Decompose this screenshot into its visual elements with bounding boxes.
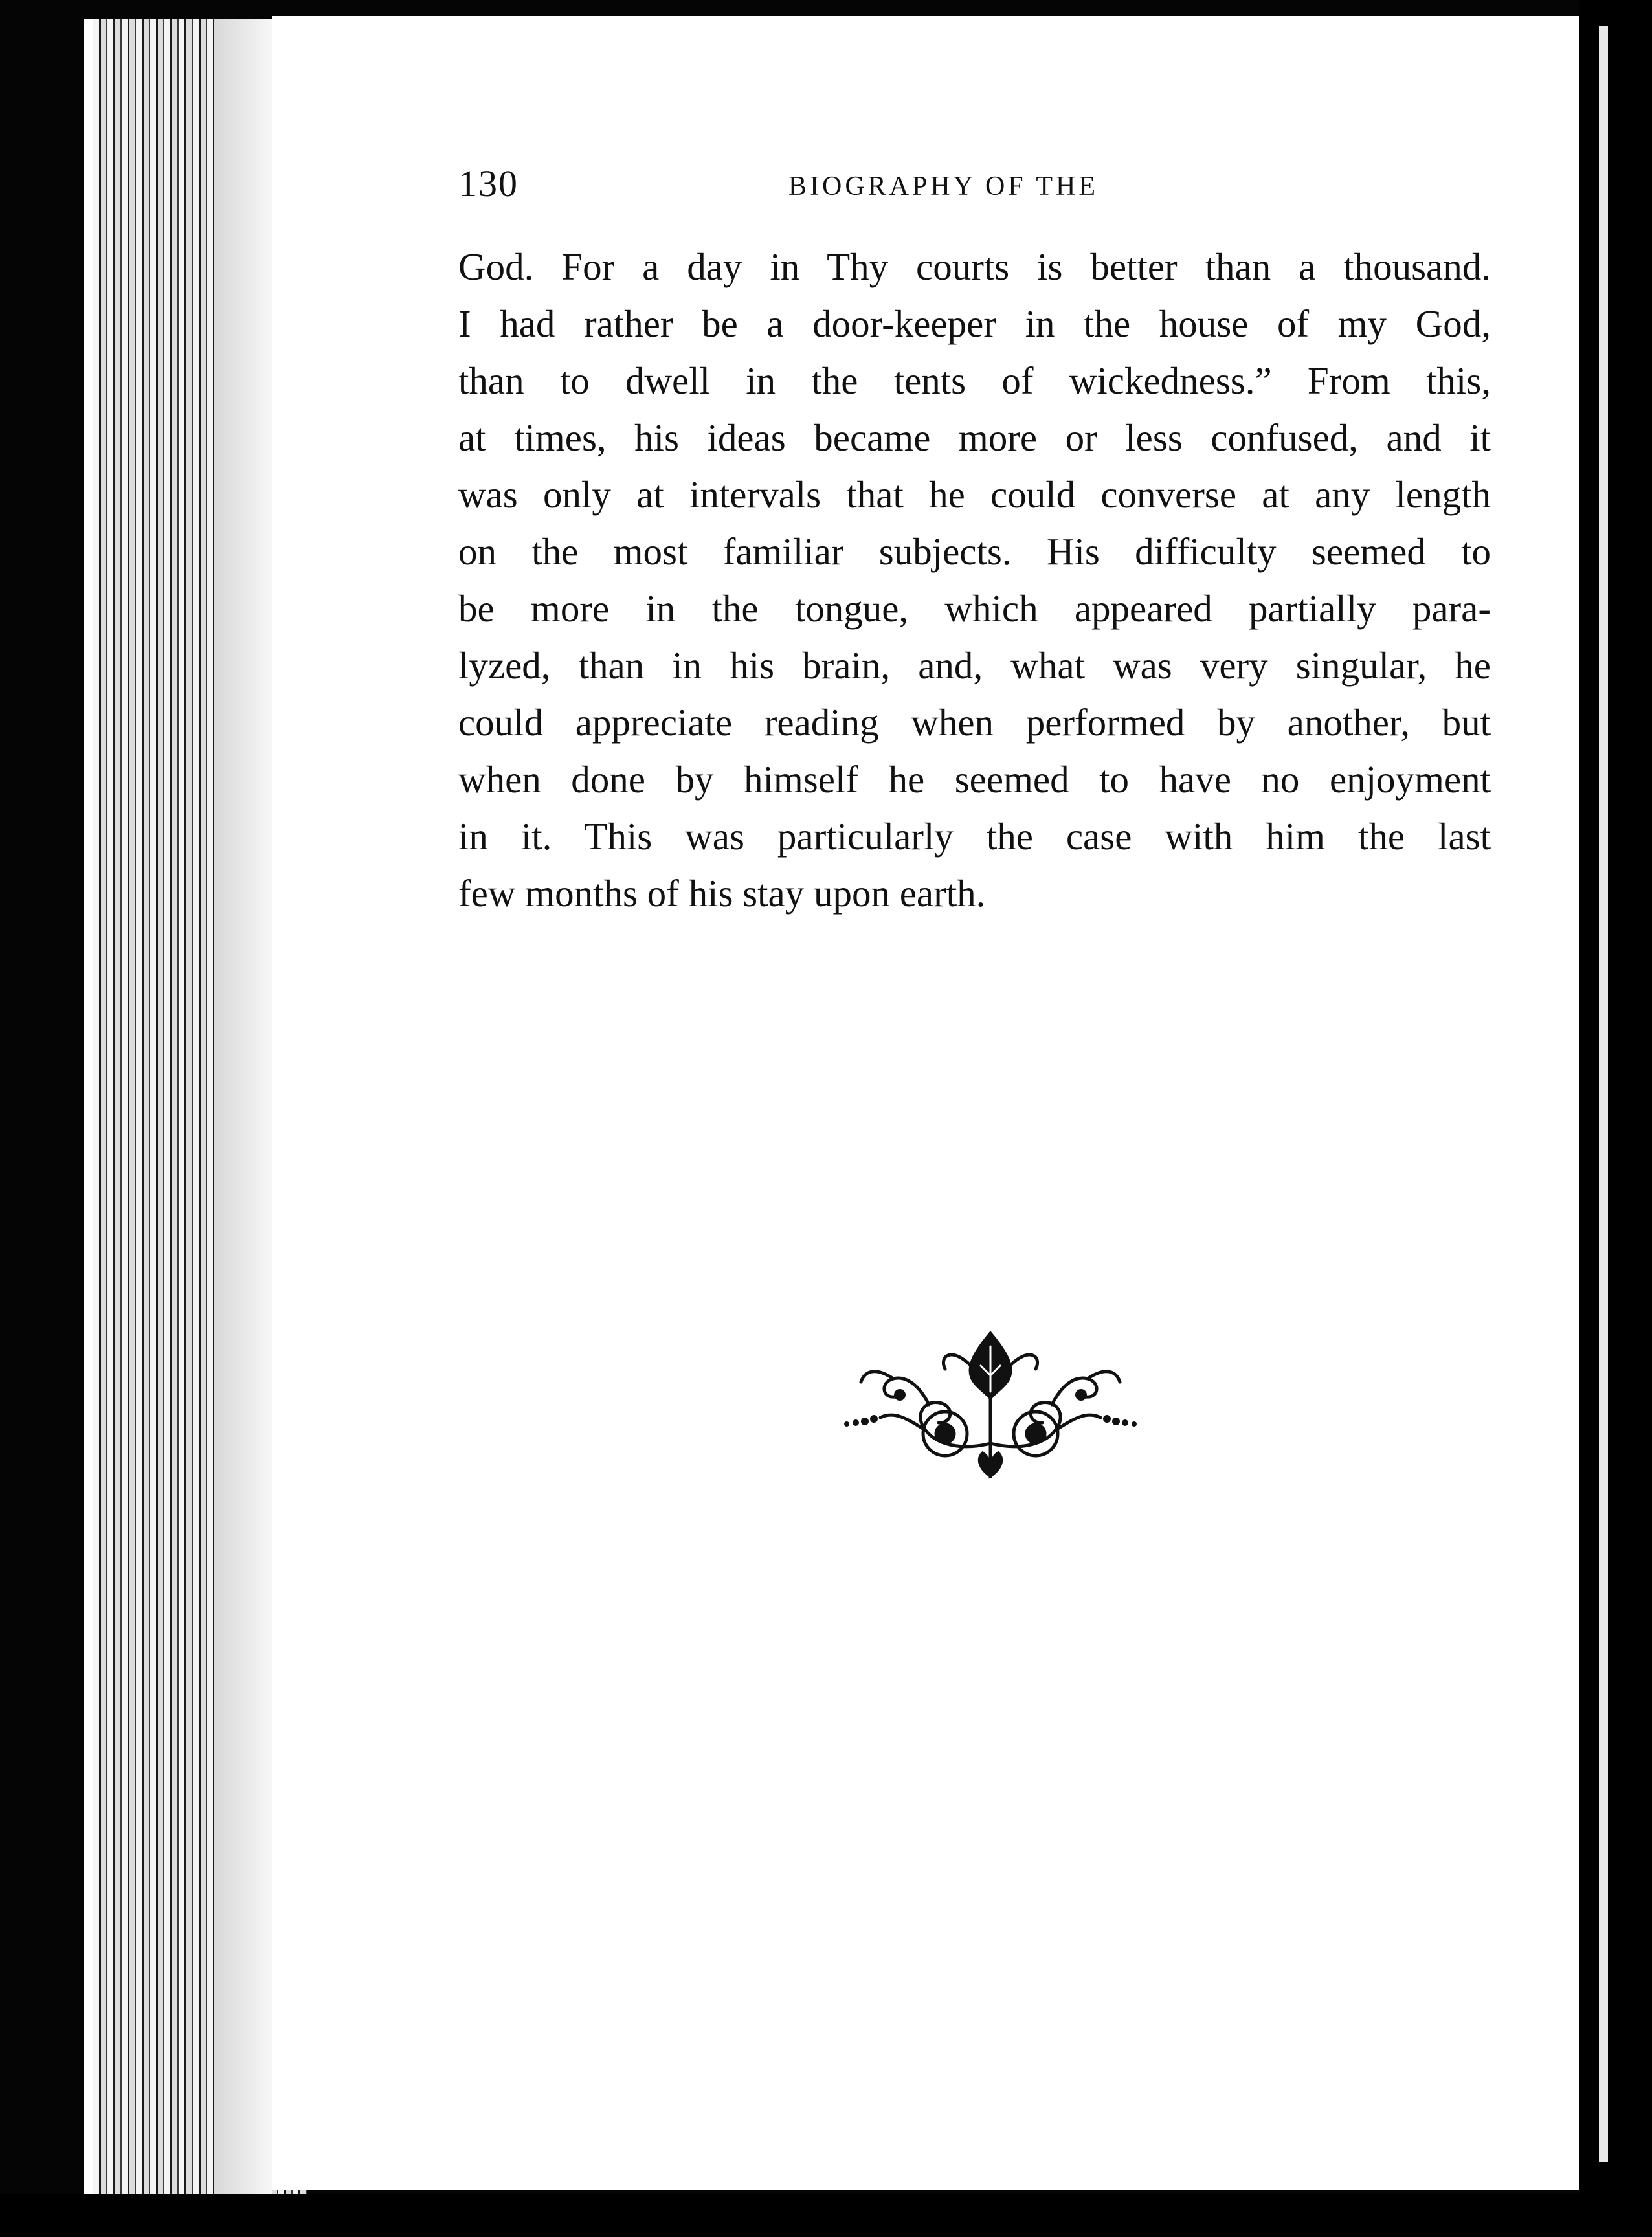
text-line: I had rather be a door-keeper in the house of my God, <box>458 302 1491 345</box>
right-binding <box>1579 0 1652 2237</box>
bottom-scan-edge <box>0 2194 1652 2237</box>
text-line: few months of his stay upon earth. <box>458 872 986 915</box>
text-line: be more in the tongue, which appeared partially para- <box>458 587 1491 630</box>
running-title: BIOGRAPHY OF THE <box>788 172 1099 201</box>
text-line: on the most familiar subjects. His difficulty seemed to <box>458 530 1491 573</box>
text-line: God. For a day in Thy courts is better than a thousand. <box>458 245 1491 288</box>
body-text <box>458 238 1491 922</box>
running-head <box>458 162 1488 214</box>
page-number: 130 <box>458 162 519 205</box>
floral-vignette-icon <box>835 1320 1146 1482</box>
right-page-edge <box>1599 26 1608 2162</box>
text-line: was only at intervals that he could converse at any length <box>458 473 1491 516</box>
text-line: lyzed, than in his brain, and, what was very singular, he <box>458 644 1491 687</box>
text-line: in it. This was particularly the case with him the last <box>458 815 1491 858</box>
text-line: at times, his ideas became more or less confused, and it <box>458 416 1491 459</box>
text-line: than to dwell in the tents of wickedness.” From this, <box>458 359 1491 402</box>
text-line: could appreciate reading when performed by another, but <box>458 701 1491 744</box>
text-line: when done by himself he seemed to have no enjoyment <box>458 758 1491 801</box>
page-edge-shadow <box>214 19 272 2194</box>
